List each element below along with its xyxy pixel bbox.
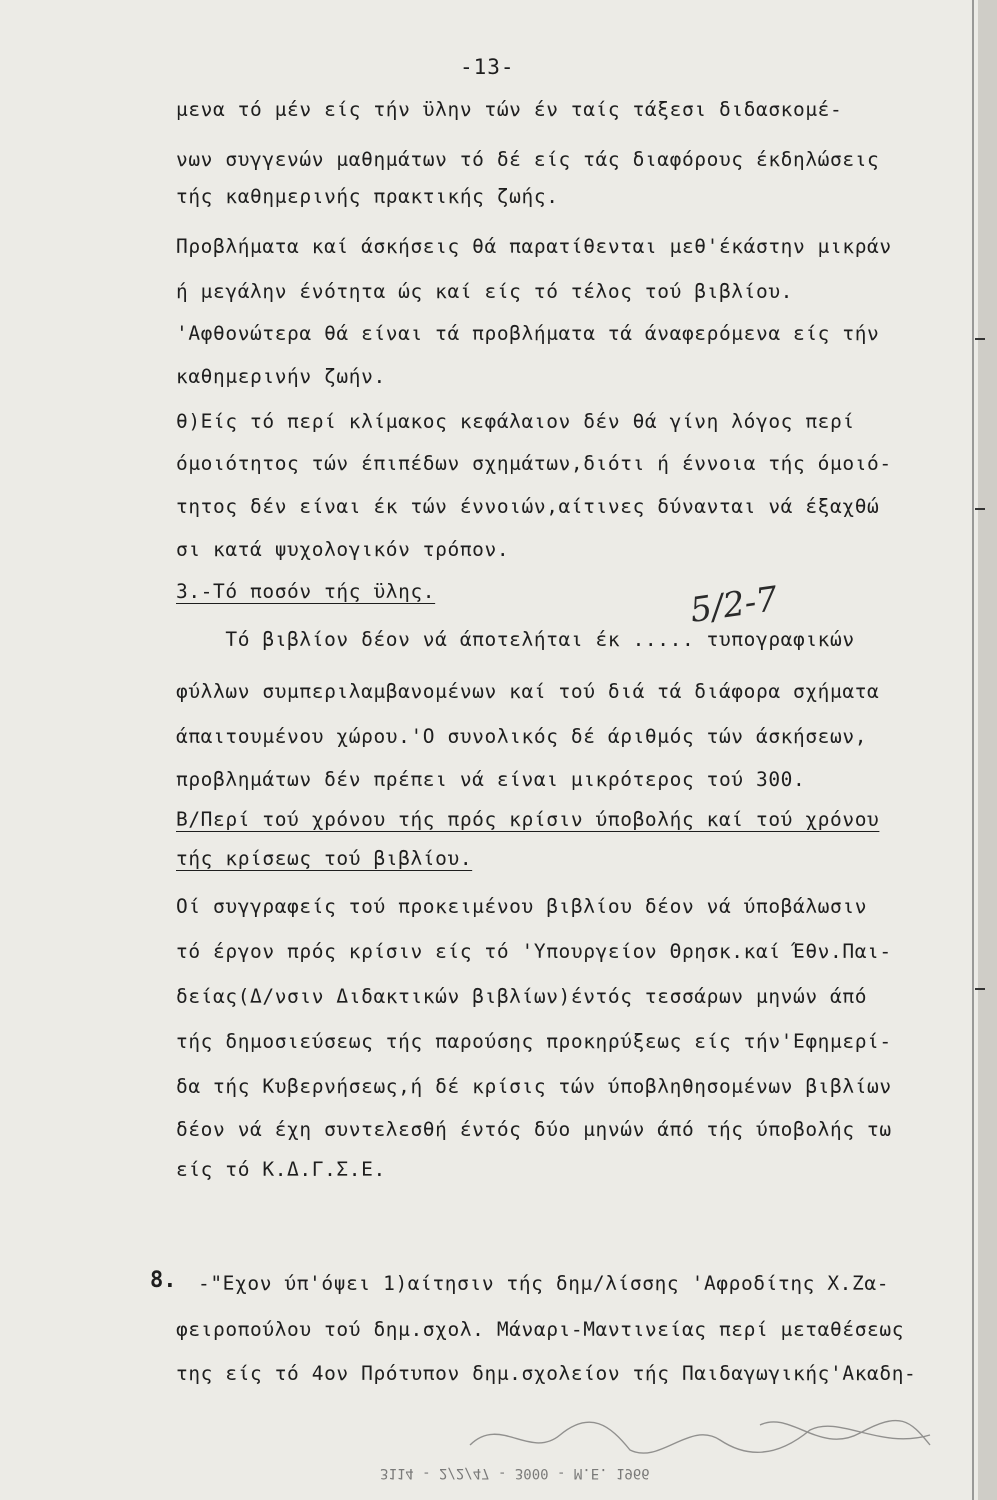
margin-tick xyxy=(975,508,985,510)
text-line: νων συγγενών μαθημάτων τό δέ είς τάς διαφόρους έκδηλώσεις xyxy=(176,148,880,171)
text-line: δέον νά έχη συντελεσθή έντός δύο μηνών άπό τής ύποβολής τω xyxy=(176,1118,892,1141)
text-line: Τό βιβλίον δέον νά άποτελήται έκ ..... τυπογραφικών xyxy=(176,628,855,651)
signature-scribble xyxy=(460,1405,940,1465)
page-edge xyxy=(978,0,997,1500)
section-heading: Β/Περί τού χρόνου τής πρός κρίσιν ύποβολής καί τού χρόνου xyxy=(176,808,880,831)
text-line: Προβλήματα καί άσκήσεις θά παρατίθενται μεθ'έκάστην μικράν xyxy=(176,235,892,258)
section-heading: 3.-Τό ποσόν τής ϋλης. xyxy=(176,580,436,603)
footer-stamp: 3114 - 2/2/47 - 3000 - Μ.Ε. 1966 xyxy=(380,1465,650,1481)
text-line: φειροπούλου τού δημ.σχολ. Μάναρι-Μαντινείας περί μεταθέσεως xyxy=(176,1318,905,1341)
text-line: καθημερινήν ζωήν. xyxy=(176,365,386,388)
text-line: ή μεγάλην ένότητα ώς καί είς τό τέλος τού βιβλίου. xyxy=(176,280,793,303)
text-line: τής δημοσιεύσεως τής παρούσης προκηρύξεως είς τήν'Εφημερί- xyxy=(176,1030,892,1053)
text-line: προβλημάτων δέν πρέπει νά είναι μικρότερος τού 300. xyxy=(176,768,806,791)
text-line: 'Αφθονώτερα θά είναι τά προβλήματα τά άναφερόμενα είς τήν xyxy=(176,322,880,345)
text-line: άπαιτουμένου χώρου.'Ο συνολικός δέ άριθμός τών άσκήσεων, xyxy=(176,725,868,748)
text-line: δα τής Κυβερνήσεως,ή δέ κρίσις τών ύποβληθησομένων βιβλίων xyxy=(176,1075,892,1098)
text-line: σι κατά ψυχολογικόν τρόπον. xyxy=(176,538,510,561)
text-line: -"Εχον ύπ'όψει 1)αίτησιν τής δημ/λίσσης 'Αφροδίτης Χ.Ζα- xyxy=(198,1272,890,1295)
text-line: τητος δέν είναι έκ τών έννοιών,αίτινες δύνανται νά έξαχθώ xyxy=(176,495,880,518)
section-heading: τής κρίσεως τού βιβλίου. xyxy=(176,847,473,870)
text-line: φύλλων συμπεριλαμβανομένων καί τού διά τά διάφορα σχήματα xyxy=(176,680,880,703)
section-number: 8. xyxy=(150,1268,177,1293)
text-line: τής καθημερινής πρακτικής ζωής. xyxy=(176,185,559,208)
handwritten-note: 5/2-7 xyxy=(687,579,781,631)
text-line: της είς τό 4ον Πρότυπον δημ.σχολείον τής Παιδαγωγικής'Ακαδη- xyxy=(176,1362,917,1385)
page-number: -13- xyxy=(460,55,515,79)
text-line: Οί συγγραφείς τού προκειμένου βιβλίου δέον νά ύποβάλωσιν xyxy=(176,895,868,918)
margin-rule xyxy=(972,0,974,1500)
text-line: θ)Είς τό περί κλίμακος κεφάλαιον δέν θά γίνη λόγος περί xyxy=(176,410,855,433)
text-line: είς τό Κ.Δ.Γ.Σ.Ε. xyxy=(176,1158,386,1181)
text-line: μενα τό μέν είς τήν ϋλην τών έν ταίς τάξεσι διδασκομέ- xyxy=(176,98,843,121)
margin-tick xyxy=(975,988,985,990)
text-line: δείας(Δ/νσιν Διδακτικών βιβλίων)έντός τεσσάρων μηνών άπό xyxy=(176,985,868,1008)
text-line: τό έργον πρός κρίσιν είς τό 'Υπουργείον Θρησκ.καί Έθν.Παι- xyxy=(176,940,892,963)
text-line: όμοιότητος τών έπιπέδων σχημάτων,διότι ή έννοια τής όμοιό- xyxy=(176,452,892,475)
margin-tick xyxy=(975,338,985,340)
